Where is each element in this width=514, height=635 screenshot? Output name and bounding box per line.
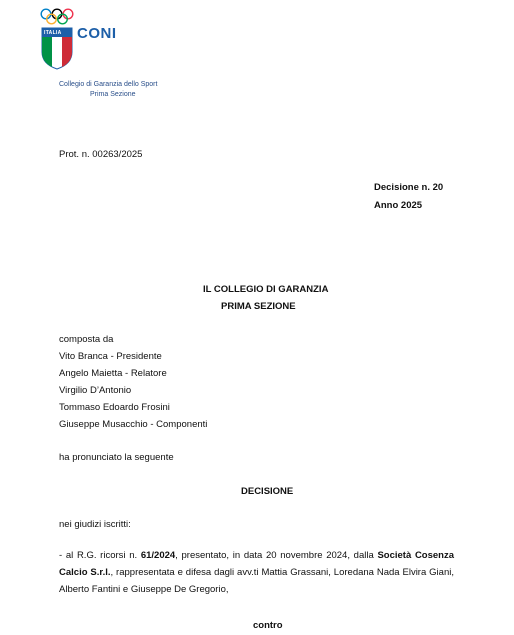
italia-label: ITALIA	[44, 30, 62, 36]
organization-name	[59, 80, 157, 100]
decision-number: Decisione n. 20	[374, 182, 444, 193]
member-item: Giuseppe Musacchio - Componenti	[59, 419, 208, 430]
composition-intro: composta da	[59, 334, 114, 345]
judgments-intro: nei giudizi iscritti:	[59, 519, 131, 530]
case-number: 61/2024	[140, 550, 176, 561]
decision-heading: DECISIONE	[241, 486, 294, 497]
member-item: Virgilio D’Antonio	[59, 385, 132, 396]
paragraph-text: , presentato, in data 20 novembre 2024, dalla	[175, 550, 378, 561]
paragraph-text: , rappresentata e difesa dagli avv.ti Mattia Grassani, Loredana Nada Elvira Giani, Alberto Fantini e Giuseppe De Gregorio,	[59, 567, 454, 595]
member-item: Tommaso Edoardo Frosini	[59, 402, 170, 413]
appeal-paragraph	[59, 547, 454, 598]
appellant-name: Società Cosenza Calcio S.r.l.	[59, 550, 455, 578]
title-line-2: PRIMA SEZIONE	[221, 301, 296, 312]
protocol-number: Prot. n. 00263/2025	[59, 149, 143, 160]
member-item: Vito Branca - Presidente	[59, 351, 162, 362]
contro-heading: contro	[253, 620, 283, 631]
coni-wordmark: CONI	[77, 25, 117, 42]
org-line-2: Prima Sezione	[90, 91, 136, 98]
title-line-1: IL COLLEGIO DI GARANZIA	[203, 284, 329, 295]
member-item: Angelo Maietta - Relatore	[59, 368, 167, 379]
decision-year: Anno 2025	[374, 200, 423, 211]
paragraph-text: - al R.G. ricorsi n.	[59, 550, 141, 561]
pronounced-text: ha pronunciato la seguente	[59, 452, 174, 463]
org-line-1: Collegio di Garanzia dello Sport	[59, 81, 158, 88]
